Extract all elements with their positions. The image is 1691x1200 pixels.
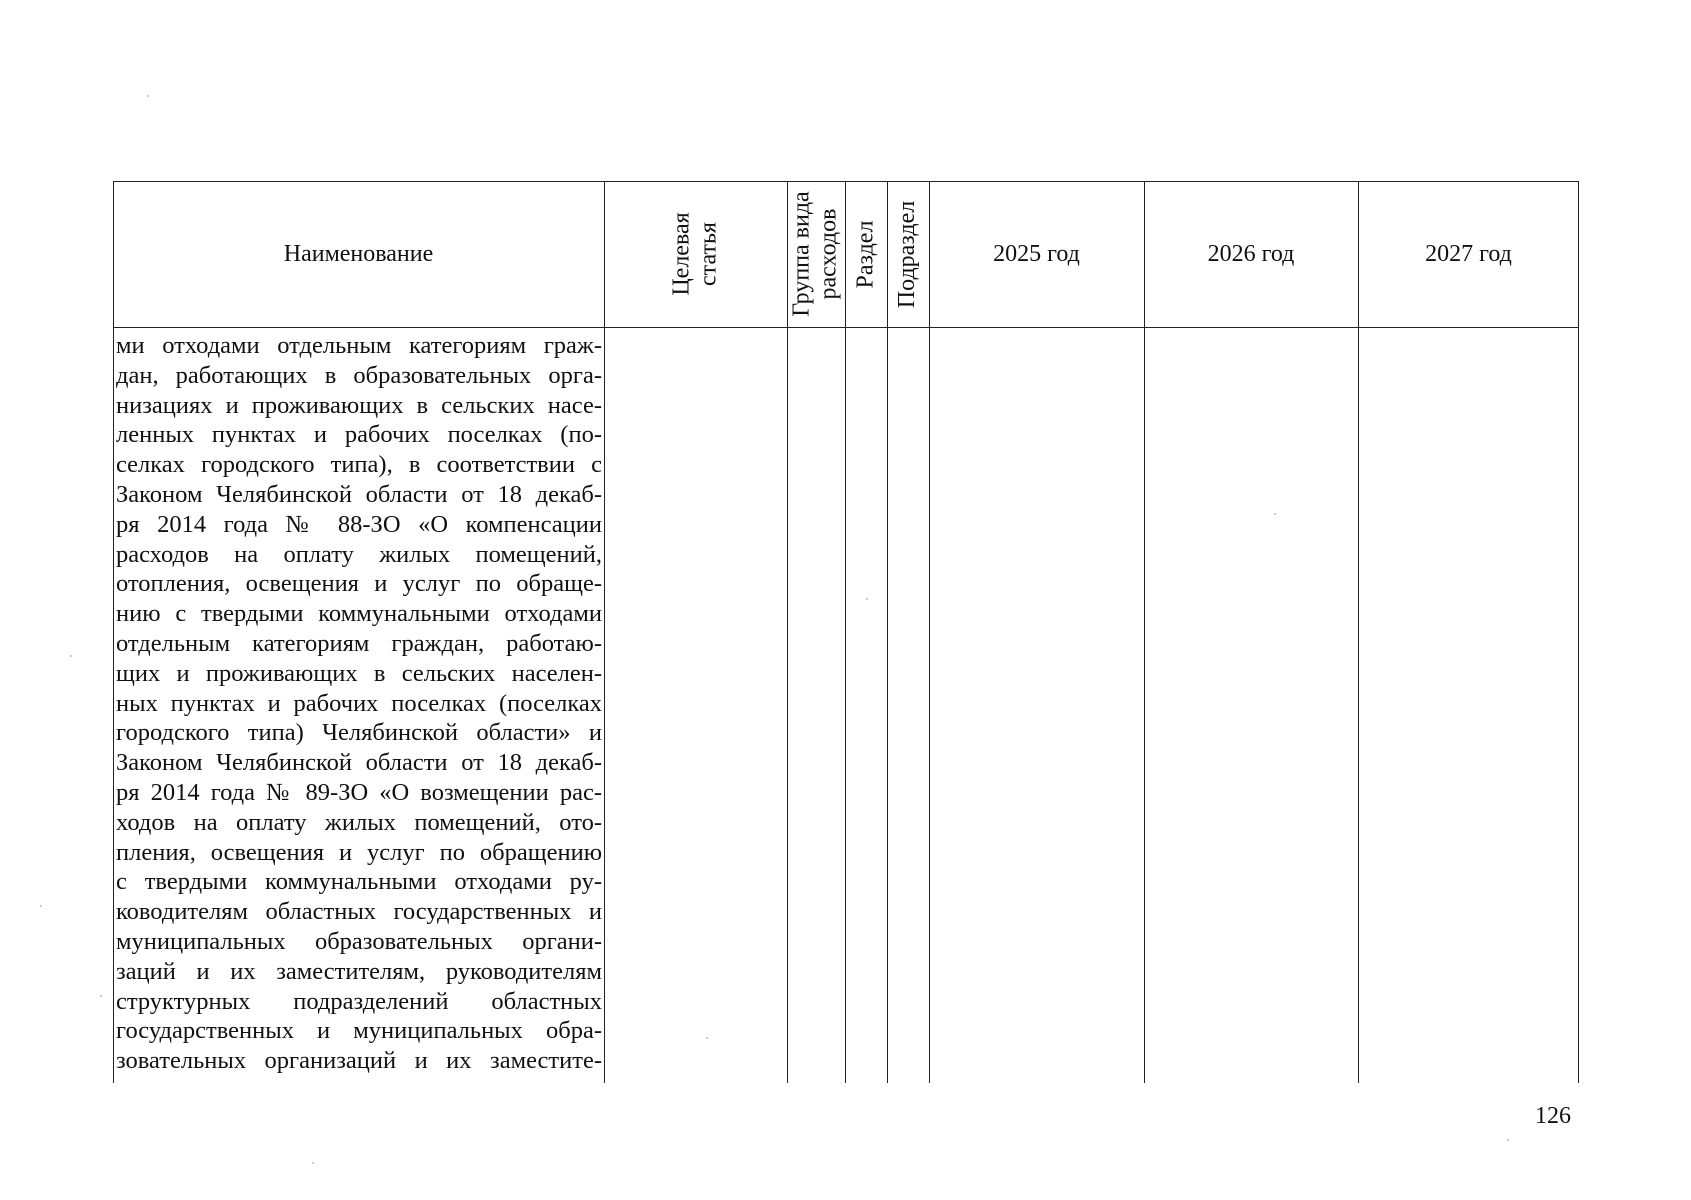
header-section <box>845 181 887 327</box>
row-text-line: структурных подразделений областных <box>116 987 602 1015</box>
row-text-line: щих и проживающих в сельских населен- <box>116 659 602 687</box>
header-expense-group <box>787 181 845 327</box>
header-section-label: Раздел <box>852 220 879 288</box>
row-text-line: селках городского типа), в соответствии с <box>116 451 602 479</box>
row-text-line: муниципальных образовательных органи- <box>116 927 602 955</box>
row-name-cell <box>116 331 602 1076</box>
row-text-line: ленных пунктах и рабочих поселках (по- <box>116 421 602 449</box>
scan-speck <box>1274 513 1276 515</box>
row-text-line: низациях и проживающих в сельских насе- <box>116 391 602 419</box>
header-year-2025: 2025 год <box>993 240 1080 267</box>
header-year-2027: 2027 год <box>1425 240 1512 267</box>
row-text-line: государственных и муниципальных обра- <box>116 1017 602 1045</box>
header-subsection-label: Подраздел <box>894 200 921 308</box>
row-text-line: Законом Челябинской области от 18 декаб- <box>116 480 602 508</box>
row-text-line: ми отходами отдельным категориям граж- <box>116 332 602 359</box>
row-text-line: нию с твердыми коммунальными отходами <box>116 600 602 628</box>
row-text-line: ходов на оплату жилых помещений, ото- <box>116 808 602 836</box>
row-text-line: городского типа) Челябинской области» и <box>116 719 602 747</box>
header-name: Наименование <box>283 240 434 267</box>
row-text-line: заций и их заместителям, руководителям <box>116 957 602 985</box>
header-divider <box>113 327 1579 328</box>
scan-speck <box>706 1037 708 1039</box>
row-text-line: дан, работающих в образовательных орга- <box>116 361 602 389</box>
scan-speck <box>866 598 868 600</box>
scan-speck <box>1507 1139 1509 1141</box>
header-year-2026: 2026 год <box>1207 240 1295 267</box>
header-target-article-line2: статья <box>695 222 722 286</box>
header-subsection <box>887 181 929 327</box>
scan-speck <box>312 1162 314 1164</box>
header-expense-group-line2: расходов <box>816 208 842 300</box>
row-text-line: пления, освещения и услуг по обращению <box>116 838 602 866</box>
page-number: 126 <box>1535 1103 1571 1129</box>
header-target-article <box>604 181 787 327</box>
scan-speck <box>40 905 42 907</box>
header-expense-group-line1: Группа вида <box>789 191 815 317</box>
header-target-article-line1: Целевая <box>668 212 695 296</box>
row-text-line: отопления, освещения и услуг по обраще- <box>116 570 602 598</box>
row-text-line: Законом Челябинской области от 18 декаб- <box>116 749 602 777</box>
row-text-line: с твердыми коммунальными отходами ру- <box>116 868 602 896</box>
scan-speck <box>70 655 72 657</box>
row-text-line: расходов на оплату жилых помещений, <box>116 540 602 568</box>
row-text-line: ных пунктах и рабочих поселках (поселках <box>116 689 602 717</box>
scan-speck <box>147 95 149 97</box>
row-text-line: ководителям областных государственных и <box>116 898 602 926</box>
row-text-line: зовательных организаций и их заместите- <box>116 1047 602 1075</box>
row-text-line: отдельным категориям граждан, работаю- <box>116 629 602 657</box>
row-text-line: ря 2014 года № 88-ЗО «О компенсации <box>116 510 602 538</box>
scan-speck <box>100 995 102 997</box>
row-text-line: ря 2014 года № 89-ЗО «О возмещении рас- <box>116 778 602 806</box>
